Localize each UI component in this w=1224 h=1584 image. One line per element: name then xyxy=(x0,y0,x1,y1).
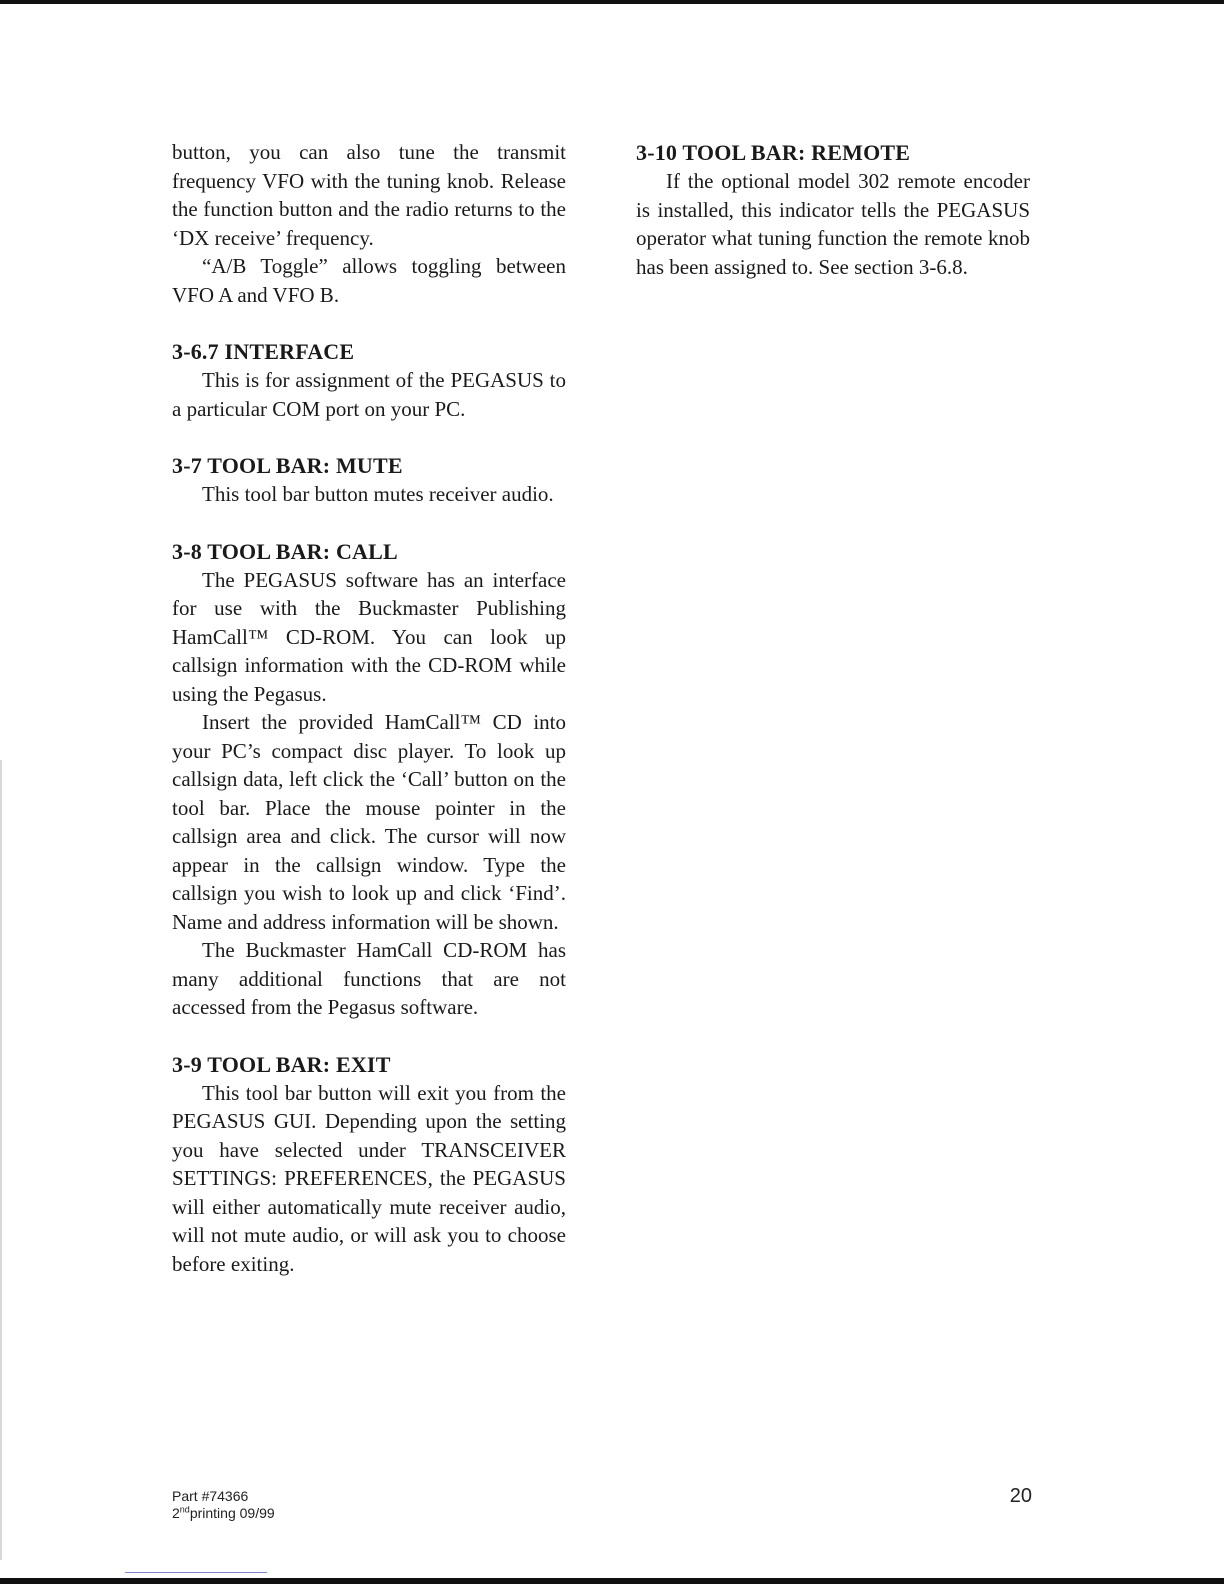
right-column xyxy=(636,138,1030,309)
section-heading: 3-7 TOOL BAR: MUTE xyxy=(172,453,403,478)
call-section xyxy=(172,537,566,1022)
continuation-section xyxy=(172,138,566,309)
mute-section xyxy=(172,451,566,509)
paragraph: This tool bar button will exit you from the PEGASUS GUI. Depending upon the setting you have selected under TRANSCEIVER SETTINGS: PREFERENCES, the PEGASUS will either automatically mute receiver audio, will not mute audio, or will ask you to choose before exiting. xyxy=(172,1080,566,1276)
section-heading: 3-6.7 INTERFACE xyxy=(172,339,355,364)
footer-info xyxy=(172,1488,275,1522)
paragraph: button, you can also tune the transmit frequency VFO with the tuning knob. Release the function button and the radio returns to the ‘DX receive’ frequency. xyxy=(172,140,566,250)
paragraph: “A/B Toggle” allows toggling between VFO A and VFO B. xyxy=(172,254,566,307)
page-number: 20 xyxy=(1009,1485,1032,1507)
paragraph: This is for assignment of the PEGASUS to a particular COM port on your PC. xyxy=(172,368,566,421)
paragraph: The PEGASUS software has an interface for use with the Buckmaster Publishing HamCall™ CD-ROM. You can look up callsign information with the CD-ROM while using the Pegasus. xyxy=(172,567,566,706)
printing-text: printing 09/99 xyxy=(189,1505,275,1521)
part-number: Part #74366 xyxy=(172,1488,249,1504)
top-border xyxy=(0,0,1224,4)
printing-ordinal: 2 xyxy=(172,1505,180,1521)
paragraph: If the optional model 302 remote encoder is installed, this indicator tells the PEGASUS operator what tuning function the remote knob has been assigned to. See section 3-6.8. xyxy=(636,169,1030,279)
printing-info xyxy=(172,1505,275,1522)
exit-section xyxy=(172,1050,566,1279)
paragraph: The Buckmaster HamCall CD-ROM has many additional functions that are not accessed from the Pegasus software. xyxy=(172,938,566,1019)
section-heading: 3-10 TOOL BAR: REMOTE xyxy=(636,140,911,165)
bottom-tick xyxy=(125,1572,267,1573)
interface-section xyxy=(172,337,566,423)
section-heading: 3-9 TOOL BAR: EXIT xyxy=(172,1051,391,1077)
paragraph: This tool bar button mutes receiver audio. xyxy=(202,482,554,506)
remote-section xyxy=(636,138,1030,281)
bottom-border xyxy=(0,1578,1224,1584)
scan-edge xyxy=(0,760,2,1560)
left-column xyxy=(172,138,566,1306)
printing-suffix: nd xyxy=(179,1504,190,1515)
section-heading: 3-8 TOOL BAR: CALL xyxy=(172,538,398,564)
paragraph: Insert the provided HamCall™ CD into your PC’s compact disc player. To look up callsign data, left click the ‘Call’ button on the tool bar. Place the mouse pointer in the callsign area and click. The cursor will now appear in the callsign window. Type the callsign you wish to look up and click ‘Find’. Name and address information will be shown. xyxy=(172,710,566,934)
